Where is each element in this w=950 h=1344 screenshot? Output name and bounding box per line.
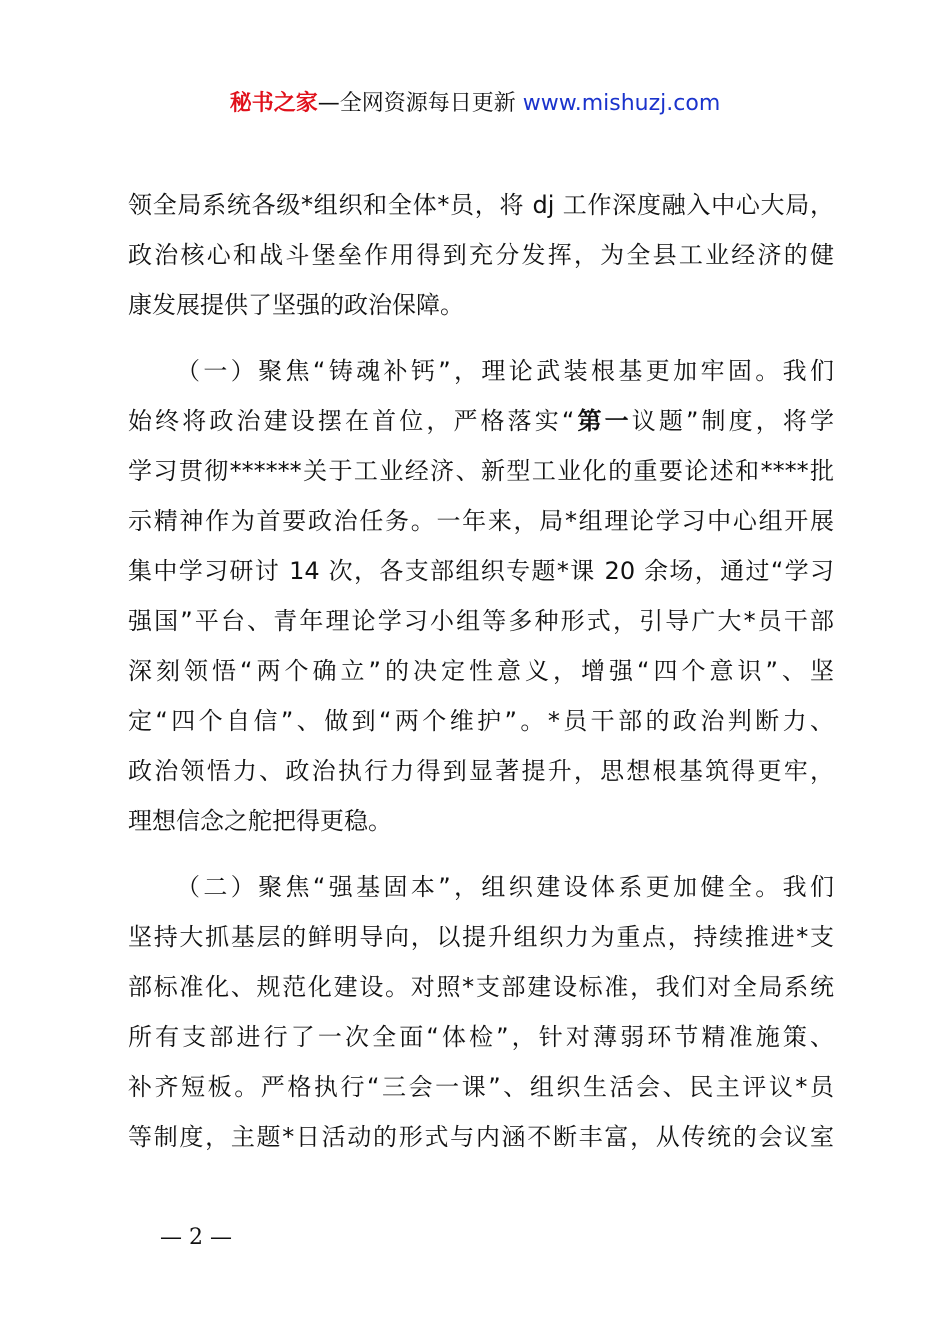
site-tagline: —全网资源每日更新 [317,91,523,116]
bold-text-fragment: 第一 [574,407,632,435]
document-body [128,180,834,1178]
text-line: （一）聚焦“铸魂补钙”，理论武装根基更加牢固。我们 [176,357,834,385]
text-line-mixed [128,396,834,446]
text-line: 集中学习研讨 14 次，各支部组织专题*课 20 余场，通过“学习 [128,557,834,585]
text-line: （二）聚焦“强基固本”，组织建设体系更加健全。我们 [176,873,834,901]
text-line: 理想信念之舵把得更稳。 [128,807,392,835]
site-url-link[interactable]: www.mishuzj.com [522,91,721,116]
text-line: 等制度，主题*日活动的形式与内涵不断丰富，从传统的会议室 [128,1123,834,1151]
text-line: 强国”平台、青年理论学习小组等多种形式，引导广大*员干部 [128,607,834,635]
text-line: 学习贯彻******关于工业经济、新型工业化的重要论述和****批 [128,457,834,485]
text-line: 领全局系统各级*组织和全体*员，将 dj 工作深度融入中心大局， [128,191,834,219]
site-brand: 秘书之家 [229,91,318,116]
text-line: 政治核心和战斗堡垒作用得到充分发挥，为全县工业经济的健 [128,241,834,269]
text-line: 定“四个自信”、做到“两个维护”。*员干部的政治判断力、 [128,707,834,735]
text-line: 坚持大抓基层的鲜明导向，以提升组织力为重点，持续推进*支 [128,923,834,951]
page-number: — 2 — [160,1225,232,1250]
text-line: 所有支部进行了一次全面“体检”，针对薄弱环节精准施策、 [128,1023,834,1051]
text-line: 政治领悟力、政治执行力得到显著提升，思想根基筑得更牢， [128,757,834,785]
text-line: 示精神作为首要政治任务。一年来，局*组理论学习中心组开展 [128,507,834,535]
paragraph-organization [128,862,834,1162]
text-fragment: 始终将政治建设摆在首位，严格落实“ [128,407,575,435]
text-line: 康发展提供了坚强的政治保障。 [128,291,464,319]
text-line: 深刻领悟“两个确立”的决定性意义，增强“四个意识”、坚 [128,657,834,685]
text-line: 部标准化、规范化建设。对照*支部建设标准，我们对全局系统 [128,973,834,1001]
paragraph-continuation [128,180,834,330]
text-fragment: 议题”制度，将学 [631,407,835,435]
paragraph-theory [128,346,834,846]
text-line: 补齐短板。严格执行“三会一课”、组织生活会、民主评议*员 [128,1073,834,1101]
site-header [0,88,950,120]
